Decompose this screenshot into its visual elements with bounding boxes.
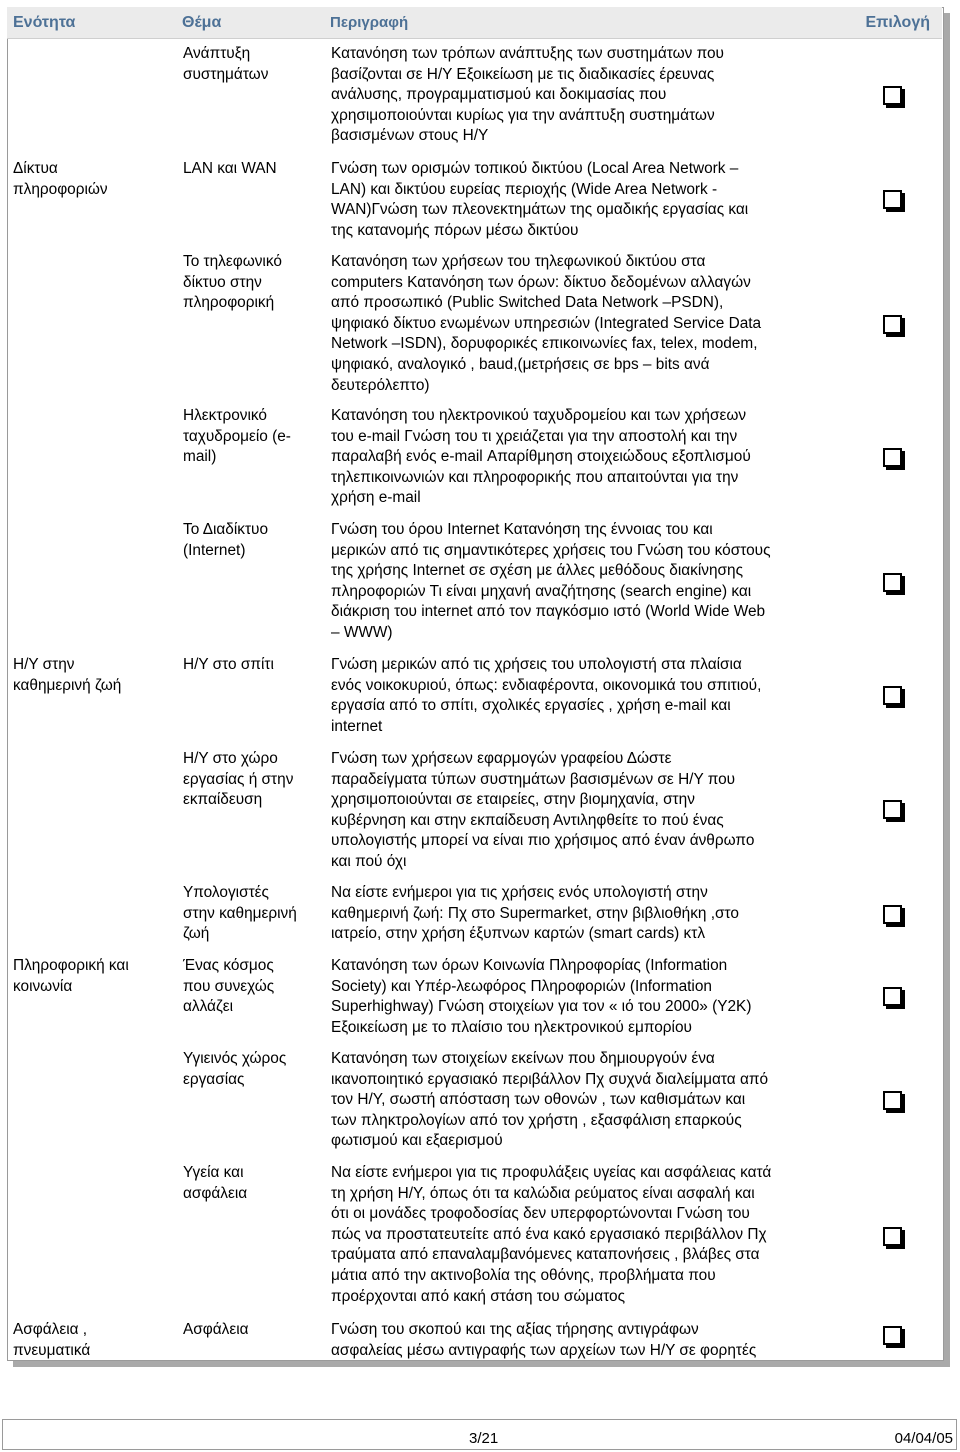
row-description-line: προέρχονται από κακή στάση του σώματος [331,1287,626,1305]
row-description-line: πληροφοριών Τι είναι μηχανή αναζήτησης (search engine) και [331,582,752,600]
selection-checkbox[interactable] [883,800,902,819]
row-topic-line: Ασφάλεια [183,1321,249,1338]
selection-checkbox[interactable] [883,1091,902,1110]
row-description-line: βασίζονται σε Η/Υ Εξοικείωση με τις διαδικασίες έρευνας [331,65,715,83]
row-topic-line: Η/Υ στο χώρο [183,750,278,767]
row-section [13,655,121,696]
row-topic-line: Υπολογιστές [183,884,269,901]
row-topic [183,520,268,561]
selection-checkbox[interactable] [883,987,902,1006]
selection-checkbox[interactable] [883,448,902,467]
row-description-line: ανάλυσης, προγραμματισμού και δοκιμασίας που [331,86,667,104]
row-topic [183,159,277,180]
row-topic-line: Ένας κόσμος [183,957,274,974]
row-description-line: τηλεπικοινωνιών και πληροφορικής που απαιτούνται για την [331,468,739,486]
row-description-line: κυβέρνηση και στην εκπαίδευση Αντιληφθείτε το πού ένας [331,811,724,829]
row-topic-line: εργασίας ή στην [183,770,294,788]
row-description-line: Κατανόηση των τρόπων ανάπτυξης των συστημάτων που [331,45,724,62]
row-topic [183,252,282,314]
row-topic [183,655,274,676]
page-footer [2,1419,957,1450]
row-topic [183,956,274,1018]
row-section-line: πνευματικά [13,1341,91,1359]
row-topic-line: αλλάζει [183,998,234,1016]
row-description-line: Κατανόηση του ηλεκτρονικού ταχυδρομείου και των χρήσεων [331,407,747,424]
selection-checkbox[interactable] [883,86,902,105]
row-description-line: Γνώση μερικών από τις χρήσεις του υπολογιστή στα πλαίσια [331,656,742,673]
row-topic-line: συστημάτων [183,65,269,83]
row-topic [183,883,297,945]
row-description-line: Κατανόηση των στοιχείων εκείνων που δημιουργούν ένα [331,1050,715,1067]
row-description-line: υπολογιστής μπορεί να είναι πιο χρήσιμος από έναν άνθρωπο [331,832,755,850]
table-header [7,7,942,39]
page-number: 3/21 [469,1430,499,1447]
selection-checkbox[interactable] [883,315,902,334]
row-description [331,1320,756,1361]
row-topic-line: στην καθημερινή [183,904,297,922]
row-description [331,520,771,644]
row-description-line: Γνώση των χρήσεων εφαρμογών γραφείου Δώστε [331,750,672,767]
row-description-line: παραδείγματα τύπων συστημάτων βασισμένων σε Η/Υ που [331,770,736,788]
row-topic-line: Υγιεινός χώρος [183,1050,287,1067]
row-description-line: χρησιμοποιούνται κυρίως για την ανάπτυξη συστημάτων [331,106,715,124]
row-description-line: χρήση e-mail [331,489,421,507]
row-topic-line: mail) [183,448,217,466]
row-topic-line: Υγεία και [183,1164,244,1181]
row-description-line: Κατανόηση των όρων Κοινωνία Πληροφορίας (Information [331,957,728,974]
row-description-line: LAN) και δικτύου ευρείας περιοχής (Wide Area Network - [331,180,718,198]
row-description-line: Superhighway) Γνώση στοιχείων για τον « ιό του 2000» (Y2K) [331,998,752,1016]
row-description-line: Να είστε ενήμεροι για τις χρήσεις ενός υπολογιστή στην [331,884,708,901]
row-description [331,655,761,737]
row-topic-line: LAN και WAN [183,160,277,177]
row-section [13,956,129,997]
row-description-line: ασφαλείας μέσω αντιγραφής των αρχείων των Η/Υ σε φορητές [331,1341,757,1359]
row-topic [183,749,293,811]
row-description-line: Γνώση των ορισμών τοπικού δικτύου (Local Area Network – [331,160,739,177]
row-section-line: καθημερινή ζωή [13,676,122,694]
row-topic-line: Ηλεκτρονικό [183,407,267,424]
row-description-line: WAN)Γνώση των πλεονεκτημάτων της ομαδικής εργασίας και [331,201,749,219]
row-section-line: κοινωνία [13,977,73,995]
row-section-line: Ασφάλεια , [13,1321,88,1338]
row-section-line: Η/Υ στην [13,656,75,673]
row-description-line: Society) και Υπέρ-λεωφόρος Πληροφοριών (Information [331,977,712,995]
selection-checkbox[interactable] [883,1326,902,1345]
row-description-line: βασισμένων στους Η/Υ [331,127,489,145]
selection-checkbox[interactable] [883,905,902,924]
row-topic [183,44,268,85]
row-topic-line: δίκτυο στην [183,273,262,291]
row-description-line: ψηφιακό δίκτυο ενωμένων υπηρεσιών (Integrated Service Data [331,314,762,332]
row-description-line: δευτερόλεπτο) [331,376,430,394]
row-description-line: της χρήσης Internet σε σχέση με άλλες μεθόδους διακίνησης [331,562,744,580]
row-description-line: από προσωπικό (Public Switched Data Network –PSDN), [331,294,724,312]
row-description-line: του e-mail Γνώση του τι χρειάζεται για την αποστολή και την [331,427,738,445]
row-description-line: μάτια από την ακτινοβολία της οθόνης, προβλήματα που [331,1266,716,1284]
row-topic [183,1320,249,1341]
row-description-line: τη χρήση Η/Υ, όπως ότι τα καλώδια ρεύματος είναι ασφαλή και [331,1184,755,1202]
row-topic-line: ταχυδρομείο (e- [183,427,291,445]
column-header-choice: Επιλογή [865,14,930,31]
row-section [13,159,108,200]
row-description-line: των πληκτρολογίων από τον χρήστη , εξασφάλιση επαρκούς [331,1111,742,1129]
row-description-line: Γνώση του όρου Internet Κατανόηση της έννοιας του και [331,521,713,538]
column-header-description: Περιγραφή [330,14,409,31]
row-topic-line: (Internet) [183,541,246,559]
row-topic-line: εργασίας [183,1070,245,1088]
column-header-section: Ενότητα [13,14,76,31]
selection-checkbox[interactable] [883,573,902,592]
row-description-line: Network –ISDN), δορυφορικές επικοινωνίες fax, telex, modem, [331,335,758,353]
column-header-topic: Θέμα [182,14,222,31]
row-description [331,1163,771,1307]
footer-date: 04/04/05 [894,1430,953,1447]
row-description-line: ψηφιακό, αναλογικό , baud,(μετρήσεις σε bps – bits ανά [331,355,710,373]
row-description-line: ικανοποιητικό εργασιακό περιβάλλον Πχ συχνά διαλείμματα από [331,1070,769,1088]
selection-checkbox[interactable] [883,1227,902,1246]
row-description-line: τραύματα από επαναλαμβανόμενες καταπονήσεις , βλάβες στα [331,1246,760,1264]
row-section-line: Πληροφορική και [13,957,129,974]
row-description-line: μερικών από τις σημαντικότερες χρήσεις του Γνώση του κόστους [331,541,771,559]
row-description [331,883,739,945]
selection-checkbox[interactable] [883,686,902,705]
row-description-line: internet [331,717,383,735]
row-topic-line: που συνεχώς [183,977,275,995]
row-description [331,406,751,509]
row-description [331,1049,768,1152]
row-topic-line: Ανάπτυξη [183,45,251,62]
row-description-line: τον Η/Υ, σωστή απόσταση των οθονών , των καθισμάτων και [331,1091,746,1109]
row-description-line: Εξοικείωση με το πλαίσιο του ηλεκτρονικού εμπορίου [331,1018,692,1036]
row-section [13,1320,90,1361]
row-topic-line: Το Διαδίκτυο [183,521,269,538]
row-topic [183,1163,247,1204]
row-topic-line: Το τηλεφωνικό [183,253,282,270]
row-description-line: Κατανόηση των χρήσεων του τηλεφωνικού δικτύου στα [331,253,706,270]
row-description-line: διάκριση του internet από τον παγκόσμιο ιστό (World Wide Web [331,603,766,621]
row-topic [183,1049,286,1090]
row-description-line: ιατρείο, στην χρήση έξυπνων καρτών (smart cards) κτλ [331,925,706,943]
row-topic-line: ζωή [183,925,210,943]
row-section-line: Δίκτυα [13,160,58,177]
row-topic-line: Η/Υ στο σπίτι [183,656,274,673]
row-description-line: ενός νοικοκυριού, όπως: ενδιαφέροντα, οικονομικά του σπιτιού, [331,676,762,694]
row-description [331,44,724,147]
row-description-line: χρησιμοποιούνται σε εταιρείες, στην βιομηχανία, στην [331,791,695,809]
row-description-line: – WWW) [331,623,393,641]
row-topic-line: εκπαίδευση [183,791,263,809]
row-description-line: της κατανομής πόρων μέσω δικτύου [331,221,579,239]
row-description-line: πώς να προστατευτείτε από ένα κακό εργασιακό περιβάλλον Πχ [331,1225,767,1243]
row-description [331,956,751,1038]
row-topic-line: ασφάλεια [183,1184,248,1202]
row-topic-line: πληροφορική [183,294,275,312]
row-description-line: παραλαβή ενός e-mail Απαρίθμηση στοιχειώδους εξοπλισμού [331,448,751,466]
row-description-line: ότι οι μονάδες τροφοδοσίας δεν υπερφορτώνονται Γνώση του [331,1205,750,1223]
row-description-line: φωτισμού και εξαερισμού [331,1132,503,1150]
row-description-line: εργασία από το σπίτι, σχολικές εργασίες , χρήση e-mail και [331,697,731,715]
row-section-line: πληροφοριών [13,180,108,198]
row-description-line: Να είστε ενήμεροι για τις προφυλάξεις υγείας και ασφάλειας κατά [331,1164,772,1181]
row-description [331,252,761,396]
row-description-line: Γνώση του σκοπού και της αξίας τήρησης αντιγράφων [331,1321,699,1338]
row-topic [183,406,291,468]
selection-checkbox[interactable] [883,190,902,209]
row-description-line: computers Κατανόηση των όρων: δίκτυο δεδομένων αλλαγών [331,273,751,291]
row-description-line: καθημερινή ζωή: Πχ στο Supermarket, στην βιβλιοθήκη ,στο [331,904,739,922]
row-description-line: και πού όχι [331,852,407,870]
row-description [331,159,748,241]
row-description [331,749,754,873]
